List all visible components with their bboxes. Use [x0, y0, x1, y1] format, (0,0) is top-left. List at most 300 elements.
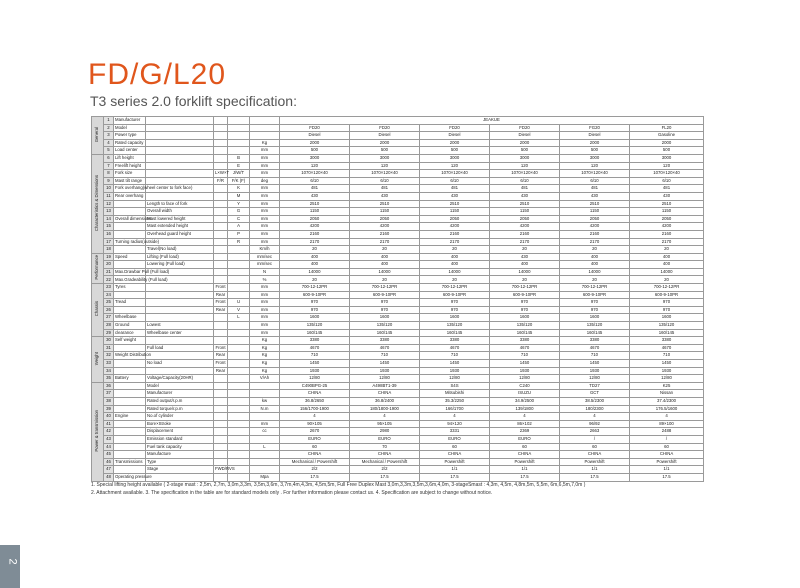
spec-unit: mm — [250, 223, 280, 231]
spec-value: 17.5 — [560, 473, 630, 481]
spec-value: 2160 — [280, 230, 350, 238]
spec-value: 20 — [560, 246, 630, 254]
row-number: 17 — [104, 238, 114, 246]
spec-value: 120 — [630, 162, 704, 170]
spec-subname: No load — [146, 360, 214, 368]
spec-code — [228, 276, 250, 284]
spec-value: 400 — [630, 261, 704, 269]
spec-name: Lift height — [114, 154, 146, 162]
spec-row — [92, 230, 704, 238]
spec-unit — [250, 413, 280, 421]
spec-code: U — [228, 299, 250, 307]
row-number: 18 — [104, 246, 114, 254]
spec-value: 14000 — [630, 268, 704, 276]
spec-name: Ground — [114, 322, 146, 330]
spec-value: 86×102 — [490, 420, 560, 428]
spec-value: 1600 — [560, 314, 630, 322]
spec-value: 600-9-10PR — [490, 291, 560, 299]
spec-value: CHINA — [490, 451, 560, 459]
spec-subitem: Rear — [214, 306, 228, 314]
row-number: 13 — [104, 208, 114, 216]
spec-value: 500 — [630, 147, 704, 155]
spec-value: 1450 — [280, 360, 350, 368]
spec-value: 2670 — [280, 428, 350, 436]
spec-value: 4670 — [630, 344, 704, 352]
spec-value: 120 — [560, 162, 630, 170]
spec-row — [92, 261, 704, 269]
spec-value: 4200 — [420, 223, 490, 231]
spec-row — [92, 200, 704, 208]
spec-code — [228, 268, 250, 276]
spec-code — [228, 428, 250, 436]
spec-name: Max.Drawbar Pull (Full load) — [114, 268, 146, 276]
spec-value: 12/80 — [560, 375, 630, 383]
spec-subitem — [214, 261, 228, 269]
spec-name — [114, 466, 146, 474]
spec-subitem — [214, 405, 228, 413]
spec-value: 2980 — [350, 428, 420, 436]
spec-unit: N.m — [250, 405, 280, 413]
spec-value: Diesel — [560, 132, 630, 140]
spec-value: 1600 — [490, 314, 560, 322]
spec-code — [228, 405, 250, 413]
spec-value: 400 — [420, 253, 490, 261]
spec-subitem: Rear — [214, 367, 228, 375]
spec-value: Diesel — [420, 132, 490, 140]
spec-unit: mm — [250, 314, 280, 322]
row-number: 30 — [104, 337, 114, 345]
spec-code — [228, 360, 250, 368]
spec-code — [228, 139, 250, 147]
spec-unit: Km/h — [250, 246, 280, 254]
spec-unit: mm — [250, 306, 280, 314]
spec-subname: Fuel tank capacity — [146, 443, 214, 451]
spec-subname: No.of cylinder — [146, 413, 214, 421]
spec-subitem — [214, 253, 228, 261]
spec-unit: mm — [250, 147, 280, 155]
spec-value: 1930 — [350, 367, 420, 375]
spec-row — [92, 420, 704, 428]
group-label-text: General — [94, 126, 100, 142]
spec-subitem: Front — [214, 360, 228, 368]
spec-unit: mm — [250, 291, 280, 299]
spec-code: E — [228, 162, 250, 170]
footnote-general: 2. Attachment available. 3. The specification in the table are for standard models only . For further information please contact us. 4. Specification are subject to change without notice. — [91, 490, 493, 496]
spec-value: 120 — [490, 162, 560, 170]
row-number: 38 — [104, 397, 114, 405]
spec-value: 90×105 — [280, 420, 350, 428]
spec-value: 60 — [630, 443, 704, 451]
row-number: 41 — [104, 420, 114, 428]
spec-value: 970 — [350, 306, 420, 314]
spec-value: 4200 — [630, 223, 704, 231]
spec-value: 70 — [350, 443, 420, 451]
spec-value: 3380 — [280, 337, 350, 345]
spec-value: 400 — [420, 261, 490, 269]
spec-value: 400 — [350, 253, 420, 261]
spec-name: Rear overhang — [114, 192, 146, 200]
row-number: 45 — [104, 451, 114, 459]
spec-value: Mitsubishi — [420, 390, 490, 398]
spec-value: EURO — [420, 435, 490, 443]
spec-code — [228, 329, 250, 337]
spec-unit: kw — [250, 397, 280, 405]
spec-value: Powershift — [560, 458, 630, 466]
spec-subitem — [214, 208, 228, 216]
spec-name: Fork size — [114, 170, 146, 178]
spec-row — [92, 132, 704, 140]
spec-value: 135/120 — [490, 322, 560, 330]
spec-code: K — [228, 185, 250, 193]
spec-row — [92, 397, 704, 405]
spec-name — [114, 360, 146, 368]
spec-row — [92, 162, 704, 170]
spec-value: 4200 — [490, 223, 560, 231]
spec-row — [92, 443, 704, 451]
spec-row — [92, 284, 704, 292]
group-label-text: Characteristics & Dimensions — [94, 174, 100, 231]
spec-value: 4200 — [350, 223, 420, 231]
spec-subname: Lifting (Full load) — [146, 253, 214, 261]
spec-value: S4S — [420, 382, 490, 390]
spec-value: Mechanical / Powershift — [350, 458, 420, 466]
spec-subitem — [214, 375, 228, 383]
spec-value: 1600 — [350, 314, 420, 322]
spec-subitem — [214, 276, 228, 284]
spec-value: 430 — [280, 192, 350, 200]
spec-value: 2160 — [420, 230, 490, 238]
spec-value: 600-9-10PR — [630, 291, 704, 299]
spec-value: 3000 — [350, 154, 420, 162]
spec-subitem — [214, 230, 228, 238]
spec-value: 430 — [350, 192, 420, 200]
row-number: 26 — [104, 306, 114, 314]
spec-value: 481 — [630, 185, 704, 193]
spec-code — [228, 382, 250, 390]
spec-code: V — [228, 306, 250, 314]
spec-value: 1930 — [490, 367, 560, 375]
spec-row — [92, 238, 704, 246]
row-number: 21 — [104, 268, 114, 276]
spec-code — [228, 246, 250, 254]
spec-row — [92, 413, 704, 421]
spec-row — [92, 268, 704, 276]
spec-value: 1450 — [560, 360, 630, 368]
spec-value: 1600 — [280, 314, 350, 322]
spec-name — [114, 428, 146, 436]
spec-value: FD20 — [280, 124, 350, 132]
spec-row — [92, 473, 704, 481]
spec-value: 4670 — [420, 344, 490, 352]
spec-value: 970 — [420, 299, 490, 307]
spec-subname — [146, 291, 214, 299]
spec-value: 135/120 — [350, 322, 420, 330]
group-label — [92, 154, 104, 253]
spec-value: 1150 — [420, 208, 490, 216]
spec-name: Turning radius(outside) — [114, 238, 146, 246]
spec-value: 400 — [280, 261, 350, 269]
spec-value: 1070×120×40 — [350, 170, 420, 178]
spec-value: 1600 — [420, 314, 490, 322]
spec-subname: Mast extended height — [146, 223, 214, 231]
spec-value: 700-12-12PR — [560, 284, 630, 292]
spec-subname — [146, 124, 214, 132]
spec-value: 1150 — [350, 208, 420, 216]
spec-name: Power type — [114, 132, 146, 140]
spec-name: clearance — [114, 329, 146, 337]
spec-value: 1930 — [280, 367, 350, 375]
spec-subname — [146, 306, 214, 314]
spec-subitem — [214, 185, 228, 193]
spec-value: 1/1 — [420, 466, 490, 474]
spec-code — [228, 147, 250, 155]
spec-value: 710 — [280, 352, 350, 360]
spec-value: GCT — [560, 390, 630, 398]
spec-value: 176.5/1600 — [630, 405, 704, 413]
spec-name: Speed — [114, 253, 146, 261]
spec-unit: Kg — [250, 139, 280, 147]
spec-code — [228, 451, 250, 459]
spec-value: 2160 — [350, 230, 420, 238]
spec-value: 700-12-12PR — [630, 284, 704, 292]
spec-value: 4670 — [560, 344, 630, 352]
spec-value: Powershift — [420, 458, 490, 466]
spec-code: C — [228, 215, 250, 223]
spec-unit — [250, 451, 280, 459]
spec-subitem: Rear — [214, 291, 228, 299]
spec-value: 4200 — [560, 223, 630, 231]
spec-subitem — [214, 443, 228, 451]
spec-unit: Kg — [250, 360, 280, 368]
spec-value: 14000 — [560, 268, 630, 276]
row-number: 8 — [104, 170, 114, 178]
spec-unit: mm — [250, 200, 280, 208]
spec-unit: L — [250, 443, 280, 451]
group-label-text: Chassis — [94, 301, 100, 317]
spec-subitem — [214, 200, 228, 208]
spec-name: Model — [114, 124, 146, 132]
row-number: 10 — [104, 185, 114, 193]
spec-value: 17.5 — [350, 473, 420, 481]
spec-value: FG20 — [560, 124, 630, 132]
spec-value: 700-12-12PR — [490, 284, 560, 292]
spec-value: 400 — [350, 261, 420, 269]
spec-name — [114, 246, 146, 254]
spec-value: 1070×120×40 — [630, 170, 704, 178]
spec-value: 970 — [280, 306, 350, 314]
spec-unit: mm — [250, 185, 280, 193]
spec-subname — [146, 284, 214, 292]
spec-value: 14000 — [420, 268, 490, 276]
row-number: 33 — [104, 360, 114, 368]
spec-code — [228, 397, 250, 405]
spec-value: 20 — [280, 246, 350, 254]
spec-value: 180/2300 — [560, 405, 630, 413]
spec-unit: mm/sec — [250, 253, 280, 261]
spec-name — [114, 405, 146, 413]
spec-value: 2170 — [560, 238, 630, 246]
spec-unit: mm — [250, 230, 280, 238]
spec-name: Operating pressure — [114, 473, 146, 481]
spec-unit — [250, 435, 280, 443]
spec-value: EURO — [280, 435, 350, 443]
row-number: 19 — [104, 253, 114, 261]
spec-value: 4200 — [280, 223, 350, 231]
group-label — [92, 382, 104, 481]
spec-unit: mm — [250, 299, 280, 307]
spec-value: 1600 — [630, 314, 704, 322]
spec-value: 4 — [420, 413, 490, 421]
spec-value: 500 — [280, 147, 350, 155]
spec-subname: Model — [146, 382, 214, 390]
spec-value: 20 — [350, 246, 420, 254]
spec-row — [92, 435, 704, 443]
spec-row — [92, 276, 704, 284]
spec-value: 1070×120×40 — [420, 170, 490, 178]
spec-unit — [250, 124, 280, 132]
spec-value: 2050 — [350, 215, 420, 223]
spec-subname — [146, 170, 214, 178]
spec-subitem — [214, 390, 228, 398]
spec-value: 400 — [630, 253, 704, 261]
spec-subitem — [214, 124, 228, 132]
spec-value: 3331 — [420, 428, 490, 436]
spec-value: 4 — [560, 413, 630, 421]
spec-subitem — [214, 223, 228, 231]
spec-unit: mm — [250, 420, 280, 428]
spec-value: 2160 — [560, 230, 630, 238]
spec-code — [228, 367, 250, 375]
spec-value: 96/92 — [560, 420, 630, 428]
spec-value: 2050 — [630, 215, 704, 223]
spec-row — [92, 352, 704, 360]
spec-value: 3000 — [560, 154, 630, 162]
spec-value: 160/145 — [350, 329, 420, 337]
spec-subitem — [214, 147, 228, 155]
spec-subname: Manufacturer — [146, 390, 214, 398]
row-number: 6 — [104, 154, 114, 162]
spec-value: 1450 — [630, 360, 704, 368]
spec-name: Self weight — [114, 337, 146, 345]
spec-value: 6/10 — [490, 177, 560, 185]
spec-subitem: Rear — [214, 352, 228, 360]
spec-name — [114, 230, 146, 238]
spec-value: 3000 — [420, 154, 490, 162]
spec-value: 970 — [490, 306, 560, 314]
spec-value: 180/1800-1900 — [350, 405, 420, 413]
row-number: 46 — [104, 458, 114, 466]
spec-subitem — [214, 382, 228, 390]
row-number: 48 — [104, 473, 114, 481]
row-number: 27 — [104, 314, 114, 322]
spec-value: 12/80 — [350, 375, 420, 383]
spec-code — [228, 458, 250, 466]
spec-subitem — [214, 246, 228, 254]
spec-subname: Emission standard — [146, 435, 214, 443]
spec-value: 2170 — [350, 238, 420, 246]
spec-value: 2510 — [630, 200, 704, 208]
spec-value: 3000 — [630, 154, 704, 162]
spec-value: 1150 — [280, 208, 350, 216]
spec-value: CHINA — [420, 451, 490, 459]
spec-value: 2510 — [280, 200, 350, 208]
spec-value: 95×105 — [350, 420, 420, 428]
spec-subname: Rated output/r.p.m — [146, 397, 214, 405]
spec-subname: Length to face of fork — [146, 200, 214, 208]
spec-value: 160/145 — [630, 329, 704, 337]
spec-value: 3000 — [490, 154, 560, 162]
spec-name: Max.Gradeability (Full load) — [114, 276, 146, 284]
spec-value: 20 — [630, 276, 704, 284]
spec-subname — [146, 162, 214, 170]
footnote-lifting-height: 1. Special lifting height available ( 2-stage mast : 2,5m, 2,7m, 3,0m,3,3m, 3,5m,3,6m, 3,7m,4m,4,3m, 4,5m,5m, Full Free Duplex Mast 3,0m,3,3m,3,5m,3,6m,4,0m, 3-stageSmast : 4,3m, 4,5m, 4,8m,5m, 5,5m, 6m,6,5m,7,0m ) — [91, 482, 586, 488]
spec-value: CHINA — [350, 451, 420, 459]
spec-value: 1930 — [630, 367, 704, 375]
group-label-text: Performance — [94, 254, 100, 280]
spec-unit: % — [250, 276, 280, 284]
spec-value: Powershift — [630, 458, 704, 466]
spec-name — [114, 443, 146, 451]
spec-subname: Type — [146, 458, 214, 466]
spec-value: 6/10 — [560, 177, 630, 185]
spec-row — [92, 329, 704, 337]
row-number: 22 — [104, 276, 114, 284]
spec-value: 1/1 — [560, 466, 630, 474]
spec-value: 3000 — [280, 154, 350, 162]
spec-row — [92, 154, 704, 162]
spec-subname: Manufacture — [146, 451, 214, 459]
spec-value: 2170 — [420, 238, 490, 246]
spec-value: 2170 — [280, 238, 350, 246]
spec-value: 14000 — [350, 268, 420, 276]
spec-value: 14000 — [280, 268, 350, 276]
spec-subname: Lowest — [146, 322, 214, 330]
spec-subname — [146, 117, 214, 125]
spec-value: 14000 — [490, 268, 560, 276]
spec-value: 2510 — [560, 200, 630, 208]
spec-value: 160/145 — [280, 329, 350, 337]
spec-value: 60 — [490, 443, 560, 451]
spec-subitem — [214, 420, 228, 428]
spec-subname: Full load — [146, 344, 214, 352]
spec-value: 970 — [560, 306, 630, 314]
spec-value: Powershift — [490, 458, 560, 466]
spec-value: 430 — [490, 192, 560, 200]
row-number: 5 — [104, 147, 114, 155]
spec-code — [228, 352, 250, 360]
spec-name: Tyres — [114, 284, 146, 292]
spec-value: / — [630, 435, 704, 443]
spec-name: Overall dimensions — [114, 215, 146, 223]
spec-subitem — [214, 192, 228, 200]
spec-subname — [146, 139, 214, 147]
spec-value: C240 — [490, 382, 560, 390]
spec-unit: Kg — [250, 367, 280, 375]
spec-value: 6/10 — [420, 177, 490, 185]
spec-subitem — [214, 337, 228, 345]
spec-value: 20 — [490, 246, 560, 254]
spec-value: 1150 — [630, 208, 704, 216]
row-number: 37 — [104, 390, 114, 398]
spec-value: 38.5/2300 — [560, 397, 630, 405]
spec-unit: mm/sec — [250, 261, 280, 269]
spec-name: Tread — [114, 299, 146, 307]
spec-value: 4 — [280, 413, 350, 421]
spec-value: A498BT1-39 — [350, 382, 420, 390]
spec-value: 430 — [630, 192, 704, 200]
spec-subitem — [214, 435, 228, 443]
page-subtitle: T3 series 2.0 forklift specification: — [90, 93, 297, 109]
